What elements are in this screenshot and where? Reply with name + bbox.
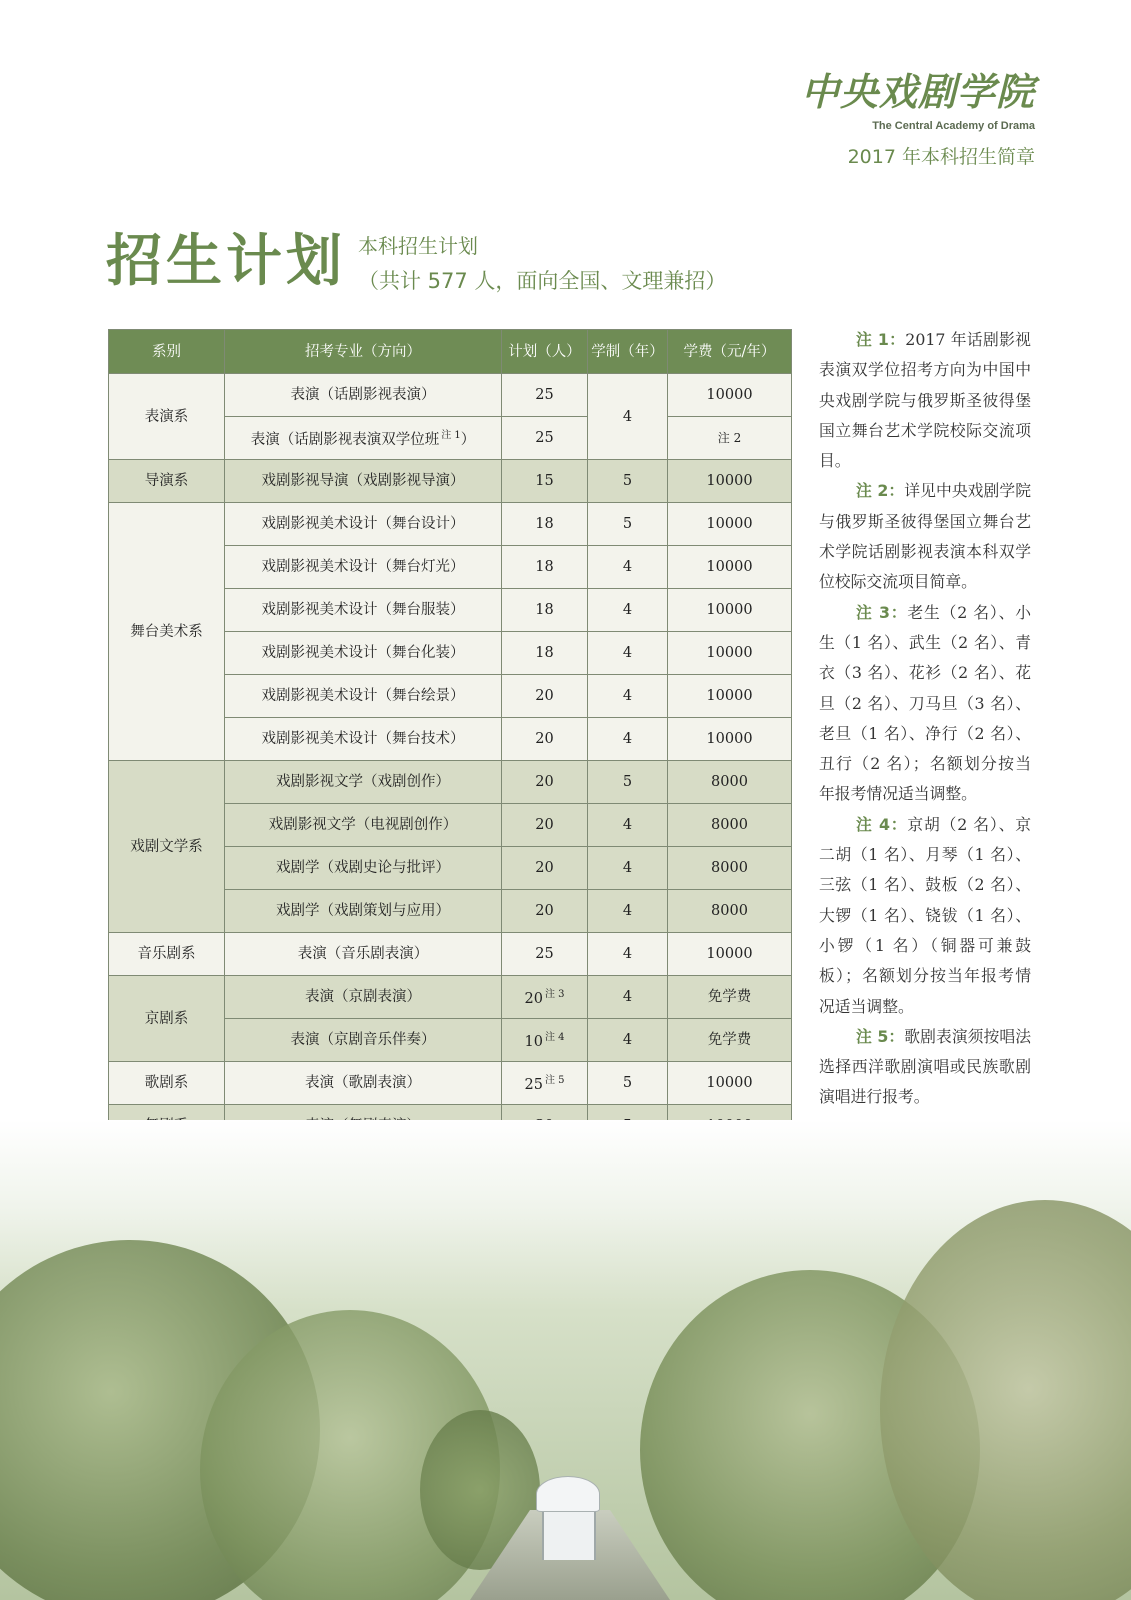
years-cell: 5 [588,460,668,503]
plan-cell: 20 [502,890,588,933]
fee-cell: 8000 [668,761,792,804]
major-cell: 戏剧影视美术设计（舞台绘景） [225,675,502,718]
pavilion [542,1510,596,1560]
years-cell: 4 [588,847,668,890]
table-row [109,503,792,546]
fee-cell: 10000 [668,546,792,589]
fee-cell: 10000 [668,718,792,761]
fee-cell: 10000 [668,1062,792,1105]
note-text: 2017 年话剧影视表演双学位招考方向为中国中央戏剧学院与俄罗斯圣彼得堡国立舞台艺术学院校际交流项目。 [819,330,1031,471]
plan-cell: 25 [502,374,588,417]
dept-cell: 歌剧系 [109,1062,225,1105]
plan-cell [502,1062,588,1105]
plan-cell: 25 [502,417,588,460]
major-cell: 戏剧影视美术设计（舞台灯光） [225,546,502,589]
major-cell: 表演（话剧影视表演） [225,374,502,417]
note-label: 注 2： [856,481,905,501]
note-text: 歌剧表演须按唱法选择西洋歌剧演唱或民族歌剧演唱进行报考。 [819,1026,1031,1107]
plan-cell: 20 [502,718,588,761]
logo [801,70,1035,169]
fee-cell: 10000 [668,933,792,976]
note-2 [819,476,1031,597]
logo-cn: 中央戏剧学院 [800,69,1035,114]
fee-cell: 10000 [668,503,792,546]
major-cell: 戏剧影视文学（戏剧创作） [225,761,502,804]
subtitle-line-2: （共计 577 人，面向全国、文理兼招） [358,269,727,293]
major-cell: 戏剧影视导演（戏剧影视导演） [225,460,502,503]
note-text: 老生（2 名）、小生（1 名）、武生（2 名）、青衣（3 名）、花衫（2 名）、花旦（2 名）、刀马旦（3 名）、老旦（1 名）、净行（2 名）、丑行（2 名）；名额划分按当年报考情况适当调整。 [819,602,1031,804]
fee-cell: 10000 [668,632,792,675]
years-cell: 4 [588,804,668,847]
notes-column [819,325,1031,1113]
major-cell: 戏剧影视美术设计（舞台服装） [225,589,502,632]
note-text: 京胡（2 名）、京二胡（1 名）、月琴（1 名）、三弦（1 名）、鼓板（2 名）、大锣（1 名）、铙钹（1 名）、小锣（1 名）（铜器可兼鼓板）；名额划分按当年报考情况适当调整。 [819,814,1031,1016]
dept-cell: 音乐剧系 [109,933,225,976]
table-row [109,374,792,417]
fee-cell: 8000 [668,847,792,890]
fee-cell: 8000 [668,804,792,847]
years-cell: 4 [588,1019,668,1062]
major-cell: 戏剧影视文学（电视剧创作） [225,804,502,847]
table-row [109,933,792,976]
note-label: 注 5： [856,1026,905,1046]
brochure-subtitle: 2017 年本科招生简章 [847,146,1035,168]
note-text: 详见中央戏剧学院与俄罗斯圣彼得堡国立舞台艺术学院话剧影视表演本科双学位校际交流项目简章。 [819,481,1031,592]
fee-cell: 10000 [668,374,792,417]
note-ref: 注 3 [544,989,565,1000]
note-5 [819,1022,1031,1113]
table-row [109,460,792,503]
fee-cell: 8000 [668,890,792,933]
years-cell: 5 [588,1062,668,1105]
plan-value: 10 [524,1034,543,1050]
plan-cell: 18 [502,503,588,546]
years-cell: 5 [588,503,668,546]
note-4 [819,810,1031,1022]
plan-cell: 20 [502,761,588,804]
years-cell: 4 [588,589,668,632]
years-cell: 4 [588,933,668,976]
logo-en: The Central Academy of Drama [872,120,1035,132]
plan-cell: 18 [502,546,588,589]
note-label: 注 4： [856,814,908,834]
note-ref: 注 4 [544,1032,565,1043]
subtitle-line-1: 本科招生计划 [358,234,478,258]
years-cell: 5 [588,761,668,804]
dept-cell: 表演系 [109,374,225,460]
major-cell: 戏剧影视美术设计（舞台技术） [225,718,502,761]
table-row [109,761,792,804]
major-cell: 表演（歌剧表演） [225,1062,502,1105]
plan-cell: 18 [502,632,588,675]
note-1 [819,325,1031,476]
major-cell: 表演（京剧音乐伴奏） [225,1019,502,1062]
table-row [109,976,792,1019]
table-row [109,1062,792,1105]
note-3 [819,598,1031,810]
plan-cell [502,1019,588,1062]
major-cell [225,417,502,460]
plan-cell: 20 [502,847,588,890]
col-header-years: 学制（年） [588,330,668,374]
plan-cell: 20 [502,675,588,718]
col-header-major: 招考专业（方向） [225,330,502,374]
col-header-plan: 计划（人） [502,330,588,374]
dept-cell: 戏剧文学系 [109,761,225,933]
dept-cell: 京剧系 [109,976,225,1062]
table-header-row [109,330,792,374]
note-label: 注 3： [856,602,908,622]
major-cell: 表演（音乐剧表演） [225,933,502,976]
plan-cell: 25 [502,933,588,976]
plan-cell: 18 [502,589,588,632]
pavilion-dome [536,1476,600,1512]
years-cell: 4 [588,890,668,933]
years-cell: 4 [588,632,668,675]
fee-cell: 注 2 [668,417,792,460]
fee-cell: 10000 [668,460,792,503]
major-cell: 戏剧影视美术设计（舞台设计） [225,503,502,546]
major-cell: 戏剧学（戏剧策划与应用） [225,890,502,933]
note-label: 注 1： [856,330,906,349]
years-cell: 4 [588,546,668,589]
fee-cell: 免学费 [668,976,792,1019]
note-ref: 注 5 [544,1075,565,1086]
campus-photo [0,1120,1131,1600]
col-header-fee: 学费（元/年） [668,330,792,374]
tree-shape [880,1200,1131,1600]
major-cell: 表演（京剧表演） [225,976,502,1019]
fee-cell: 免学费 [668,1019,792,1062]
plan-cell: 15 [502,460,588,503]
major-text: 表演（话剧影视表演双学位班 [250,432,440,448]
plan-cell: 20 [502,804,588,847]
fee-cell: 10000 [668,675,792,718]
title-subtitle [358,232,726,298]
paren-close: ） [460,432,476,448]
col-header-dept: 系别 [109,330,225,374]
years-cell: 4 [588,374,668,460]
dept-cell: 导演系 [109,460,225,503]
major-cell: 戏剧学（戏剧史论与批评） [225,847,502,890]
note-ref: 注 1 [441,430,461,441]
plan-value: 25 [524,1077,543,1093]
dept-cell: 舞台美术系 [109,503,225,761]
fee-cell: 10000 [668,589,792,632]
years-cell: 4 [588,976,668,1019]
plan-value: 20 [524,991,543,1007]
major-cell: 戏剧影视美术设计（舞台化装） [225,632,502,675]
years-cell: 4 [588,675,668,718]
plan-cell [502,976,588,1019]
page-title: 招生计划 [106,228,346,294]
years-cell: 4 [588,718,668,761]
